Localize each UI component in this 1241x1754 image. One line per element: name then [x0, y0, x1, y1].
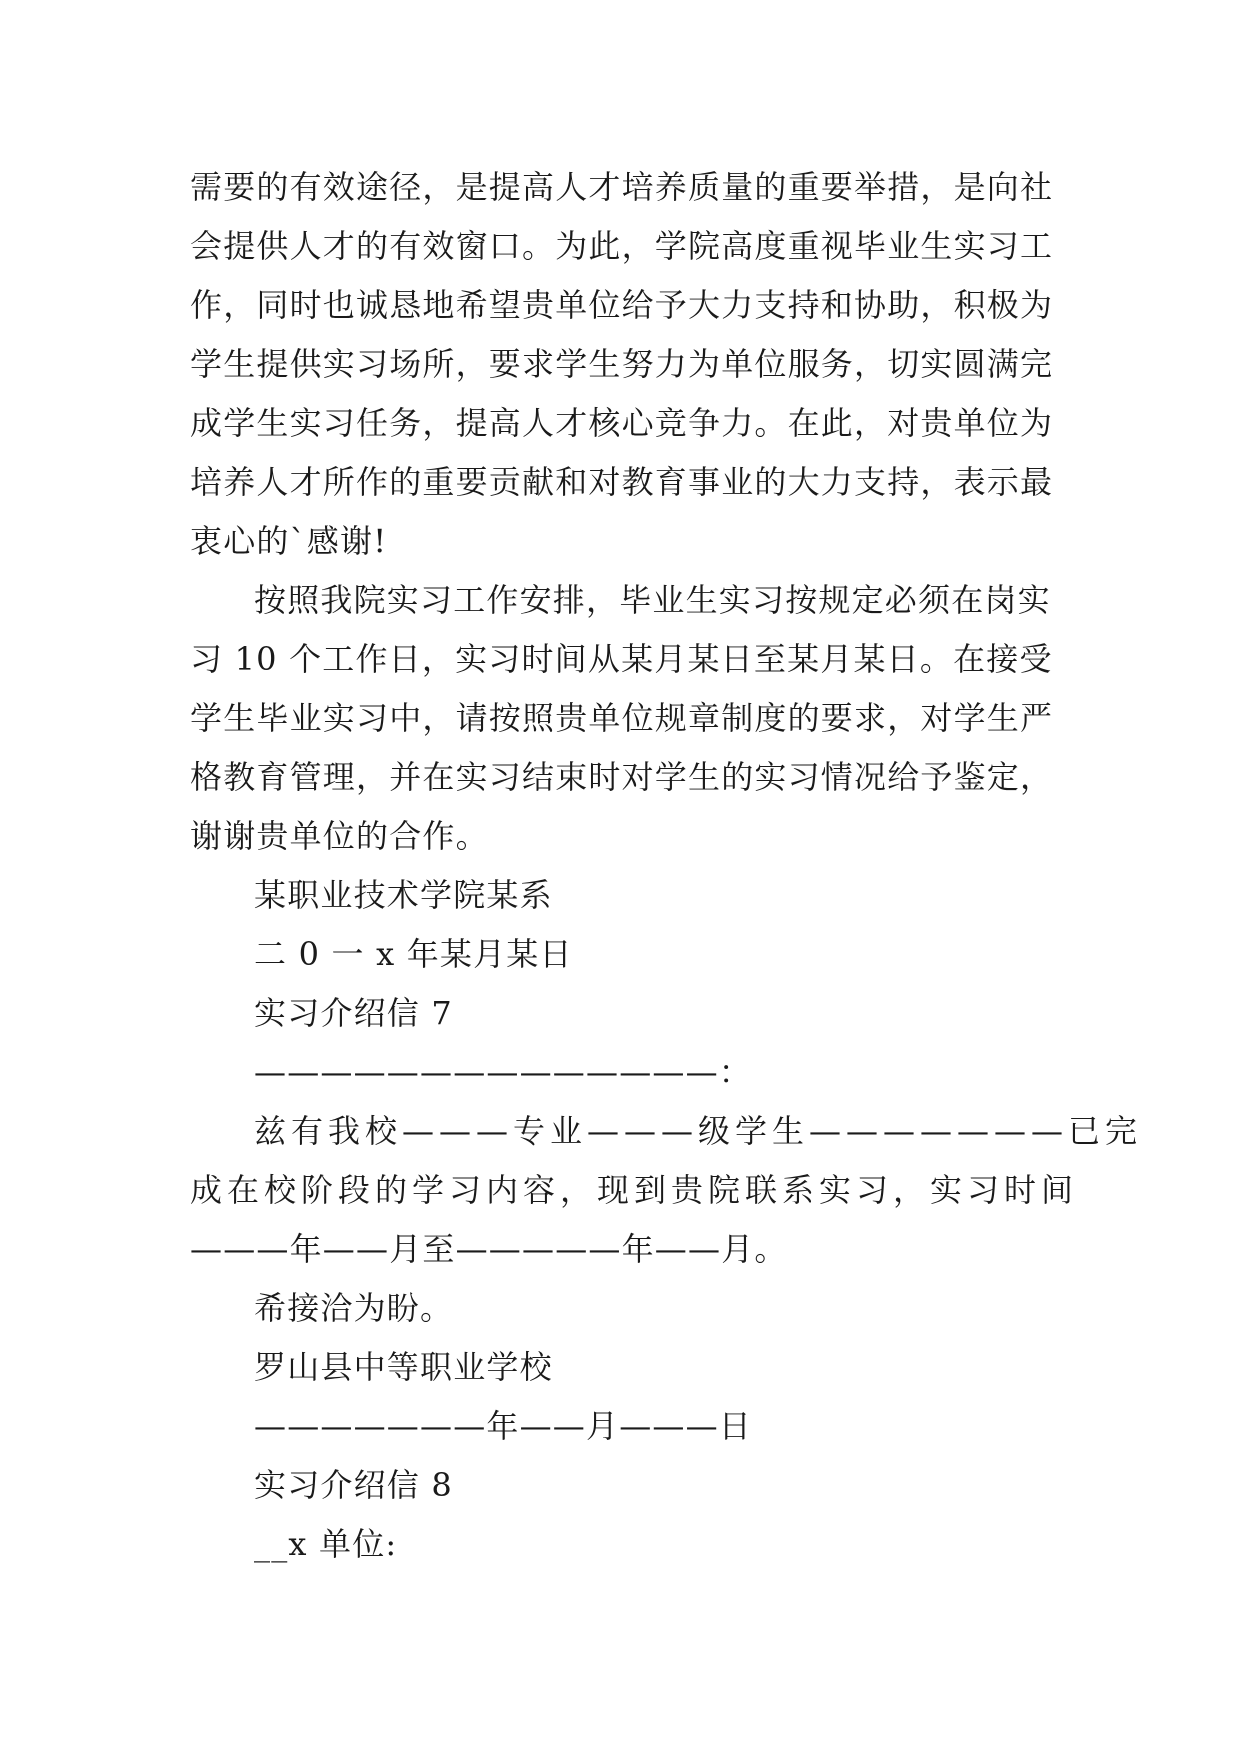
body-line-10: 学生毕业实习中，请按照贵单位规章制度的要求，对学生严	[190, 699, 1054, 737]
body-line-2: 会提供人才的有效窗口。为此，学院高度重视毕业生实习工	[190, 227, 1054, 265]
body-line-11: 格教育管理，并在实习结束时对学生的实习情况给予鉴定，	[190, 758, 1054, 796]
body-line-18: 成在校阶段的学习内容，现到贵院联系实习，实习时间	[190, 1171, 1079, 1209]
signature-department: 某职业技术学院某系	[254, 876, 553, 914]
body-line-17: 兹有我校———专业———级学生———————已完	[254, 1112, 1143, 1150]
letter-heading-8: 实习介绍信 8	[254, 1466, 453, 1504]
signature-date: 二 0 一 x 年某月某日	[254, 935, 573, 973]
document-page	[190, 158, 1143, 1718]
body-line-6: 培养人才所作的重要贡献和对教育事业的大力支持，表示最	[190, 463, 1054, 501]
body-line-19: ———年——月至—————年——月。	[190, 1230, 788, 1268]
recipient-blank: ——————————————：	[254, 1053, 752, 1091]
recipient-unit: __x 单位:	[254, 1525, 398, 1563]
body-line-9: 习 10 个工作日，实习时间从某月某日至某月某日。在接受	[190, 640, 1053, 678]
body-line-1: 需要的有效途径，是提高人才培养质量的重要举措，是向社	[190, 168, 1054, 206]
body-line-7: 衷心的`感谢!	[190, 522, 388, 560]
body-line-3: 作，同时也诚恳地希望贵单位给予大力支持和协助，积极为	[190, 286, 1054, 324]
body-line-12: 谢谢贵单位的合作。	[190, 817, 489, 855]
letter-heading-7: 实习介绍信 7	[254, 994, 453, 1032]
date-blank: ———————年——月———日	[254, 1407, 753, 1445]
school-name: 罗山县中等职业学校	[254, 1348, 553, 1386]
body-line-8: 按照我院实习工作安排，毕业生实习按规定必须在岗实	[254, 581, 1051, 619]
closing-line: 希接洽为盼。	[254, 1289, 454, 1327]
body-line-4: 学生提供实习场所，要求学生努力为单位服务，切实圆满完	[190, 345, 1054, 383]
body-line-5: 成学生实习任务，提高人才核心竞争力。在此，对贵单位为	[190, 404, 1054, 442]
